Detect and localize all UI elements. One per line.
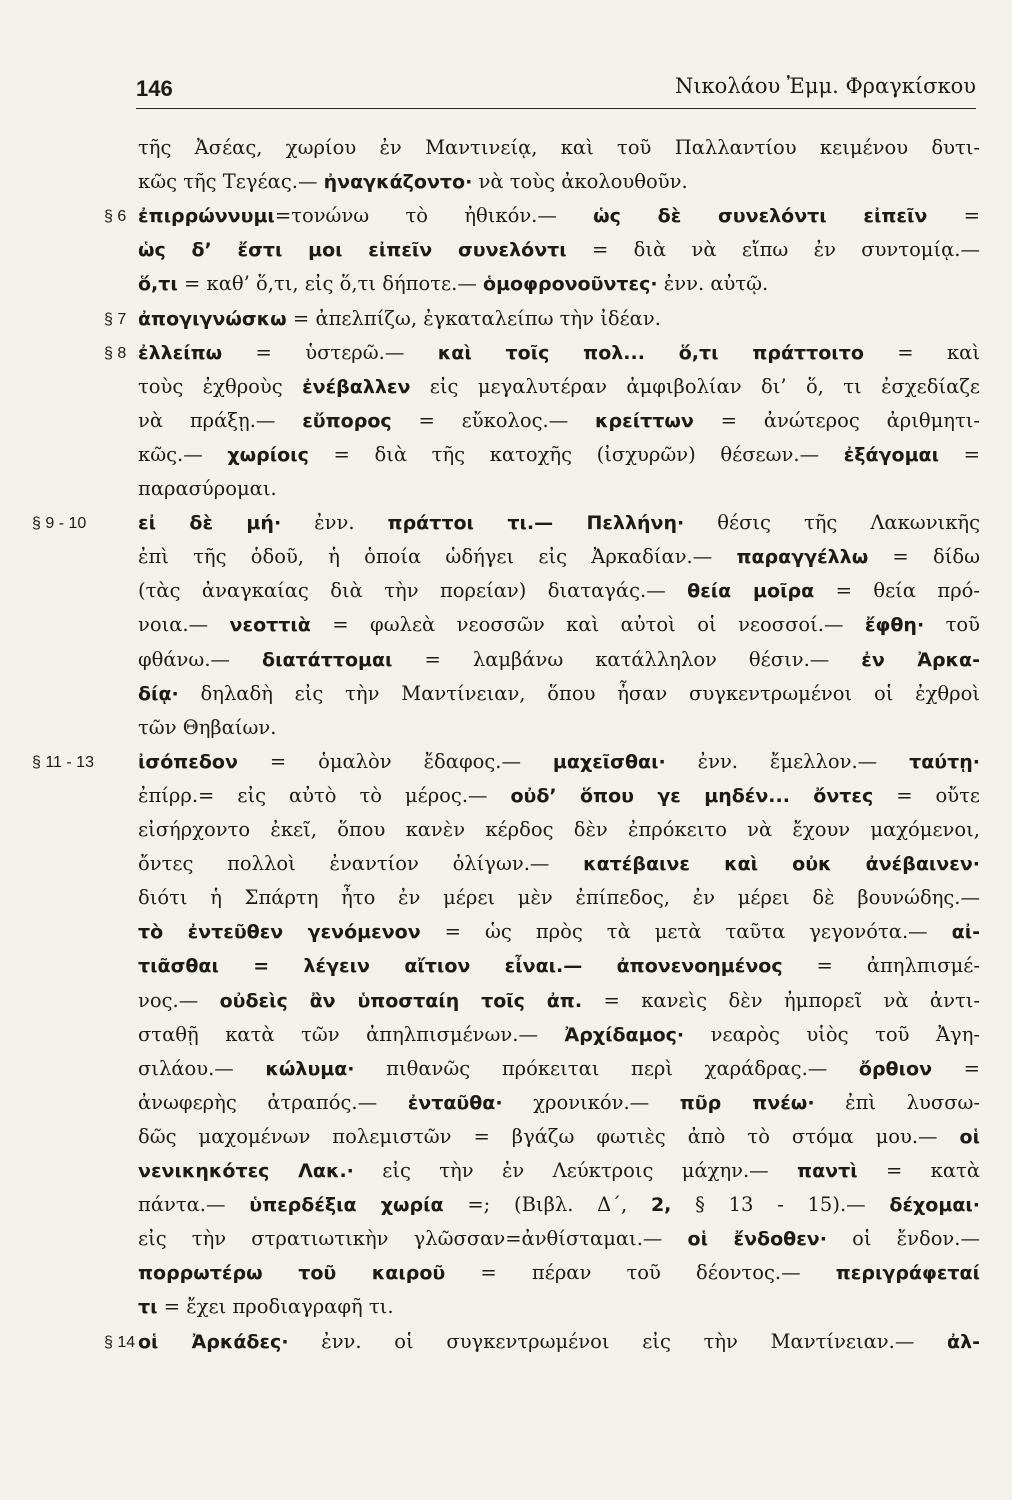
lemma: εὔπορος — [302, 410, 392, 432]
lemma: ἐπιρρώννυμι — [138, 205, 275, 227]
lemma: ἐνέβαλλεν — [302, 376, 411, 398]
lemma: περιγράφεταί — [835, 1262, 980, 1284]
lemma: θεία μοῖρα — [687, 580, 815, 602]
lemma: ἐνταῦθα· — [407, 1092, 503, 1114]
text-line — [138, 1290, 980, 1324]
gloss: νὰ πράξῃ.— — [138, 409, 303, 432]
text-line — [138, 540, 980, 574]
gloss: = ἀπηλπισμέ- — [782, 954, 980, 977]
section-marker: § 14 — [104, 1334, 136, 1351]
gloss: = φωλεὰ νεοσσῶν καὶ αὐτοὶ οἱ νεοσσοί.— — [310, 613, 865, 636]
lemma: κρείττων — [595, 410, 694, 432]
text-line — [138, 233, 980, 267]
section-marker: § 6 — [104, 208, 127, 225]
text-line — [138, 643, 980, 677]
gloss: ἐπὶ τῆς ὁδοῦ, ἡ ὁποία ὡδήγει εἰς Ἀρκαδίαν.— — [138, 545, 737, 568]
gloss: εἰσήρχοντο ἐκεῖ, ὅπου κανὲν κέρδος δὲν ἐπρόκειτο νὰ ἔχουν μαχόμενοι, — [138, 818, 980, 841]
gloss: τοῦ — [924, 613, 980, 636]
gloss: = — [939, 443, 980, 466]
gloss: εἰς τὴν ἐν Λεύκτροις μάχην.— — [353, 1159, 798, 1182]
gloss: = κατὰ — [857, 1159, 980, 1182]
gloss: χρονικόν.— — [502, 1091, 680, 1114]
lemma: ἐλλείπω — [138, 342, 223, 364]
text-line — [138, 608, 980, 642]
lemma: οἱ ἔνδοθεν· — [687, 1228, 827, 1250]
lemma: ἐν Ἀρκα- — [861, 649, 980, 671]
text-line — [138, 506, 980, 540]
text-line — [138, 813, 980, 847]
text-line — [138, 1188, 980, 1222]
gloss: = — [927, 204, 980, 227]
lemma: ὁμοφρονοῦντες· — [483, 273, 658, 295]
lemma: οἱ — [959, 1126, 980, 1148]
gloss: = ἔχει προδιαγραφῆ τι. — [157, 1295, 394, 1318]
gloss: διότι ἡ Σπάρτη ἦτο ἐν μέρει μὲν ἐπίπεδος, ἐν μέρει δὲ βουνώδης.— — [138, 886, 980, 909]
text-line — [138, 1018, 980, 1052]
gloss: τοὺς ἐχθροὺς — [138, 375, 303, 398]
gloss: νοια.— — [138, 613, 230, 636]
text-line — [138, 574, 980, 608]
gloss: ἀνωφερὴς ἀτραπός.— — [138, 1091, 408, 1114]
gloss: σταθῇ κατὰ τῶν ἀπηλπισμένων.— — [138, 1023, 565, 1046]
text-line — [138, 404, 980, 438]
gloss: = ὁμαλὸν ἔδαφος.— — [237, 750, 553, 773]
gloss: = καὶ — [863, 341, 980, 364]
text-line — [138, 1120, 980, 1154]
lemma: οὐδεὶς ἂν ὑποσταίη τοῖς ἀπ. — [219, 990, 583, 1012]
lemma: αἰ- — [951, 921, 980, 943]
section-marker: § 7 — [104, 311, 127, 328]
lemma: ἠναγκάζοντο· — [323, 171, 473, 193]
text-line — [138, 336, 980, 370]
gloss: πιθανῶς πρόκειται περὶ χαράδρας.— — [354, 1057, 859, 1080]
gloss: νεαρὸς υἱὸς τοῦ Ἀγη- — [684, 1023, 980, 1046]
lemma: δέχομαι· — [889, 1194, 980, 1216]
lemma: ὡς δὲ συνελόντι εἰπεῖν — [593, 205, 928, 227]
lemma: ὄρθιον — [858, 1058, 933, 1080]
text-line — [138, 199, 980, 233]
gloss: =τονώνω τὸ ἠθικόν.— — [274, 204, 594, 227]
text-line — [138, 1325, 980, 1359]
lemma: νεοττιὰ — [229, 614, 311, 636]
text-line — [138, 302, 980, 336]
gloss: δηλαδὴ εἰς τὴν Μαντίνειαν, ὅπου ἦσαν συγκεντρωμένοι οἱ ἐχθροὶ — [178, 682, 980, 705]
lemma: οὐδ’ ὅπου γε μηδέν... ὄντες — [510, 785, 874, 807]
gloss: δῶς μαχομένων πολεμιστῶν = βγάζω φωτιὲς ἀπὸ τὸ στόμα μου.— — [138, 1125, 960, 1148]
lemma: παντὶ — [797, 1160, 858, 1182]
text-line — [138, 881, 980, 915]
lemma: νενικηκότες Λακ.· — [138, 1160, 354, 1182]
gloss: ἐπὶ λυσσω- — [814, 1091, 980, 1114]
text-line — [138, 1222, 980, 1256]
text-line — [138, 677, 980, 711]
gloss: σιλάου.— — [138, 1057, 266, 1080]
lemma: ἀπογιγνώσκω — [138, 308, 287, 330]
lemma: ὅ,τι — [138, 273, 178, 295]
text-line — [138, 267, 980, 301]
gloss: τῆς Ἀσέας, χωρίου ἐν Μαντινείᾳ, καὶ τοῦ Παλλαντίου κειμένου δυτι- — [138, 136, 980, 159]
gloss: = ὑστερῶ.— — [222, 341, 438, 364]
text-line — [138, 1154, 980, 1188]
lemma: χωρίοις — [227, 444, 309, 466]
text-line — [138, 984, 980, 1018]
lemma: πράττοι τι.— Πελλήνη· — [387, 512, 685, 534]
text-line — [138, 165, 980, 199]
section-marker: § 11 - 13 — [32, 754, 94, 771]
text-line — [138, 1052, 980, 1086]
lemma: τι — [138, 1296, 158, 1318]
lemma: διατάττομαι — [262, 649, 393, 671]
gloss: = θεία πρό- — [814, 579, 980, 602]
text-line — [138, 779, 980, 813]
lemma: τιᾶσθαι = λέγειν αἴτιον εἶναι.— ἀπονενοημένος — [138, 955, 783, 977]
gloss: = εὔκολος.— — [391, 409, 596, 432]
gloss: κῶς.— — [138, 443, 228, 466]
text-line — [138, 915, 980, 949]
lemma: κατέβαινε καὶ οὐκ ἀνέβαινεν· — [583, 853, 980, 875]
running-title: Νικολάου Ἐμμ. Φραγκίσκου — [674, 74, 976, 98]
lemma: οἱ Ἀρκάδες· — [138, 1331, 289, 1353]
gloss: = διὰ τῆς κατοχῆς (ἰσχυρῶν) θέσεων.— — [308, 443, 844, 466]
gloss: ἐνν. οἱ συγκεντρωμένοι εἰς τὴν Μαντίνειαν.— — [288, 1330, 948, 1353]
lemma: παραγγέλλω — [736, 546, 869, 568]
text-line — [138, 370, 980, 404]
gloss: τῶν Θηβαίων. — [138, 716, 277, 739]
gloss: § 13 - 15).— — [671, 1193, 890, 1216]
gloss: ἐπίρρ.= εἰς αὐτὸ τὸ μέρος.— — [138, 784, 511, 807]
text-line — [138, 472, 980, 506]
gloss: εἰς τὴν στρατιωτικὴν γλῶσσαν=ἀνθίσταμαι.— — [138, 1227, 688, 1250]
gloss: = κανεὶς δὲν ἠμπορεῖ νὰ ἀντι- — [582, 989, 980, 1012]
text-line — [138, 1086, 980, 1120]
gloss: = — [932, 1057, 980, 1080]
page-number: 146 — [136, 76, 173, 101]
text-line — [138, 745, 980, 779]
text-line — [138, 711, 980, 745]
lemma: μαχεῖσθαι· — [552, 751, 666, 773]
gloss: εἰς μεγαλυτέραν ἀμφιβολίαν δι’ ὅ, τι ἐσχεδίαζε — [410, 375, 980, 398]
lemma: ὡς δ’ ἔστι μοι εἰπεῖν συνελόντι — [138, 239, 567, 261]
section-marker: § 8 — [104, 345, 127, 362]
lemma: ταύτῃ· — [909, 751, 980, 773]
gloss: = οὔτε — [873, 784, 980, 807]
gloss: παρασύρομαι. — [138, 477, 277, 500]
lemma: ὑπερδέξια χωρία — [249, 1194, 444, 1216]
gloss: φθάνω.— — [138, 648, 263, 671]
text-line — [138, 1256, 980, 1290]
text-line — [138, 438, 980, 472]
lemma: ἀλ- — [947, 1331, 980, 1353]
text-line — [138, 131, 980, 165]
gloss: ἐνν. — [281, 511, 388, 534]
gloss: = καθ’ ὅ,τι, εἰς ὅ,τι δήποτε.— — [177, 272, 484, 295]
gloss: πάντα.— — [138, 1193, 250, 1216]
lemma: δίᾳ· — [138, 683, 179, 705]
gloss: οἱ ἔνδον.— — [826, 1227, 980, 1250]
lemma: πορρωτέρω τοῦ καιροῦ — [138, 1262, 446, 1284]
text-line — [138, 847, 980, 881]
lemma: Ἀρχίδαμος· — [564, 1024, 685, 1046]
gloss: = διὰ νὰ εἴπω ἐν συντομίᾳ.— — [566, 238, 980, 261]
lemma: ἰσόπεδον — [138, 751, 238, 773]
lemma: εἰ δὲ μή· — [138, 512, 282, 534]
lemma: τὸ ἐντεῦθεν γενόμενον — [138, 921, 421, 943]
page-header — [136, 74, 976, 109]
text-line — [138, 949, 980, 983]
gloss: = δίδω — [868, 545, 980, 568]
section-marker: § 9 - 10 — [32, 515, 87, 532]
lemma: κώλυμα· — [265, 1058, 355, 1080]
gloss: θέσις τῆς Λακωνικῆς — [684, 511, 980, 534]
lemma: 2, — [650, 1194, 672, 1216]
gloss: νὰ τοὺς ἀκολουθοῦν. — [472, 170, 688, 193]
lemma: ἐξάγομαι — [843, 444, 940, 466]
gloss: = ὡς πρὸς τὰ μετὰ ταῦτα γεγονότα.— — [420, 920, 952, 943]
gloss: ὄντες πολλοὶ ἐναντίον ὀλίγων.— — [138, 852, 584, 875]
gloss: = ἀνώτερος ἀριθμητι- — [693, 409, 980, 432]
gloss: = λαμβάνω κατάλληλον θέσιν.— — [392, 648, 862, 671]
gloss: = πέραν τοῦ δέοντος.— — [445, 1261, 836, 1284]
lemma: πῦρ πνέω· — [679, 1092, 815, 1114]
gloss: νος.— — [138, 989, 220, 1012]
gloss: =; (Βιβλ. Δ΄, — [443, 1193, 651, 1216]
lemma: καὶ τοῖς πολ... ὅ,τι πράττοιτο — [437, 342, 864, 364]
gloss: κῶς τῆς Τεγέας.— — [138, 170, 324, 193]
gloss: ἐνν. αὐτῷ. — [657, 272, 769, 295]
gloss: ἐνν. ἔμελλον.— — [665, 750, 910, 773]
gloss: = ἀπελπίζω, ἐγκαταλείπω τὴν ἰδέαν. — [286, 307, 661, 330]
gloss: (τὰς ἀναγκαίας διὰ τὴν πορείαν) διαταγάς.— — [138, 579, 688, 602]
lemma: ἔφθη· — [864, 614, 925, 636]
